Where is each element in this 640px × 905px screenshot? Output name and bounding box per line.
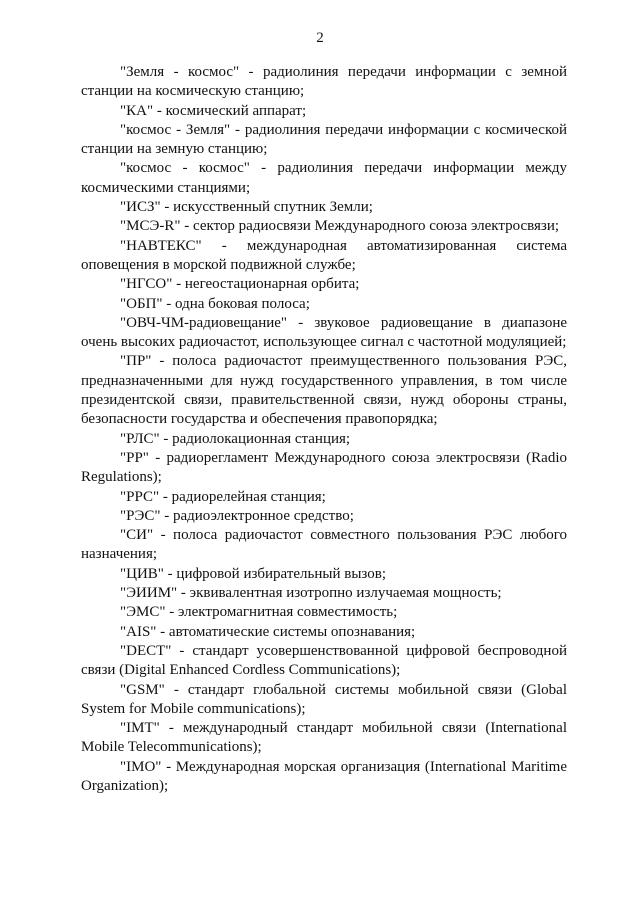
- definition-item: "космос - Земля" - радиолиния передачи информации с космической станции на земную станцию;: [81, 121, 567, 158]
- definition-item: "IMO" - Международная морская организация (International Maritime Organization);: [81, 758, 567, 794]
- definition-item: "НАВТЕКС" - международная автоматизированная система оповещения в морской подвижной службе;: [81, 237, 567, 273]
- definition-item: "ЭИИМ" - эквивалентная изотропно излучаемая мощность;: [120, 585, 502, 602]
- definition-item: "ОВЧ-ЧМ-радиовещание" - звуковое радиовещание в диапазоне очень высоких радиочастот, использующее сигнал с частотной модуляцией;: [81, 314, 567, 351]
- definition-item: "ОБП" - одна боковая полоса;: [120, 295, 310, 312]
- definition-item: "GSM" - стандарт глобальной системы мобильной связи (Global System for Mobile communications);: [81, 681, 567, 717]
- definition-item: "ЭМС" - электромагнитная совместимость;: [120, 604, 398, 621]
- definition-item: "IMT" - международный стандарт мобильной связи (International Mobile Telecommunications);: [81, 720, 567, 756]
- definition-item: "ЦИВ" - цифровой избирательный вызов;: [120, 565, 386, 582]
- definition-item: "КА" - космический аппарат;: [120, 102, 307, 119]
- definition-item: "AIS" - автоматические системы опознавания;: [120, 623, 416, 640]
- definition-item: "ПР" - полоса радиочастот преимущественного пользования РЭС, предназначенными для нужд государственного управления, в том числе президентской связи, правительственной связи, нужд обороны страны, безопасности государства и обеспечения правопорядка;: [81, 353, 567, 428]
- definition-item: "НГСО" - негеостационарная орбита;: [120, 276, 360, 293]
- definition-item: "ИСЗ" - искусственный спутник Земли;: [120, 199, 373, 216]
- definitions-list: [81, 63, 567, 796]
- definition-item: "МСЭ-R" - сектор радиосвязи Международного союза электросвязи;: [120, 218, 560, 235]
- page-number: 2: [316, 30, 324, 46]
- definition-item: "РРС" - радиорелейная станция;: [120, 488, 326, 505]
- definition-item: "космос - космос" - радиолиния передачи информации между космическими станциями;: [81, 160, 567, 196]
- definition-item: "Земля - космос" - радиолиния передачи информации с земной станции на космическую станцию;: [81, 64, 567, 100]
- definition-item: "DECT" - стандарт усовершенствованной цифровой беспроводной связи (Digital Enhanced Cordless Communications);: [81, 642, 567, 679]
- definition-item: "СИ" - полоса радиочастот совместного пользования РЭС любого назначения;: [81, 527, 567, 563]
- definition-item: "РЭС" - радиоэлектронное средство;: [120, 507, 354, 524]
- definition-item: "РР" - радиорегламент Международного союза электросвязи (Radio Regulations);: [81, 449, 567, 486]
- definition-item: "РЛС" - радиолокационная станция;: [120, 430, 351, 447]
